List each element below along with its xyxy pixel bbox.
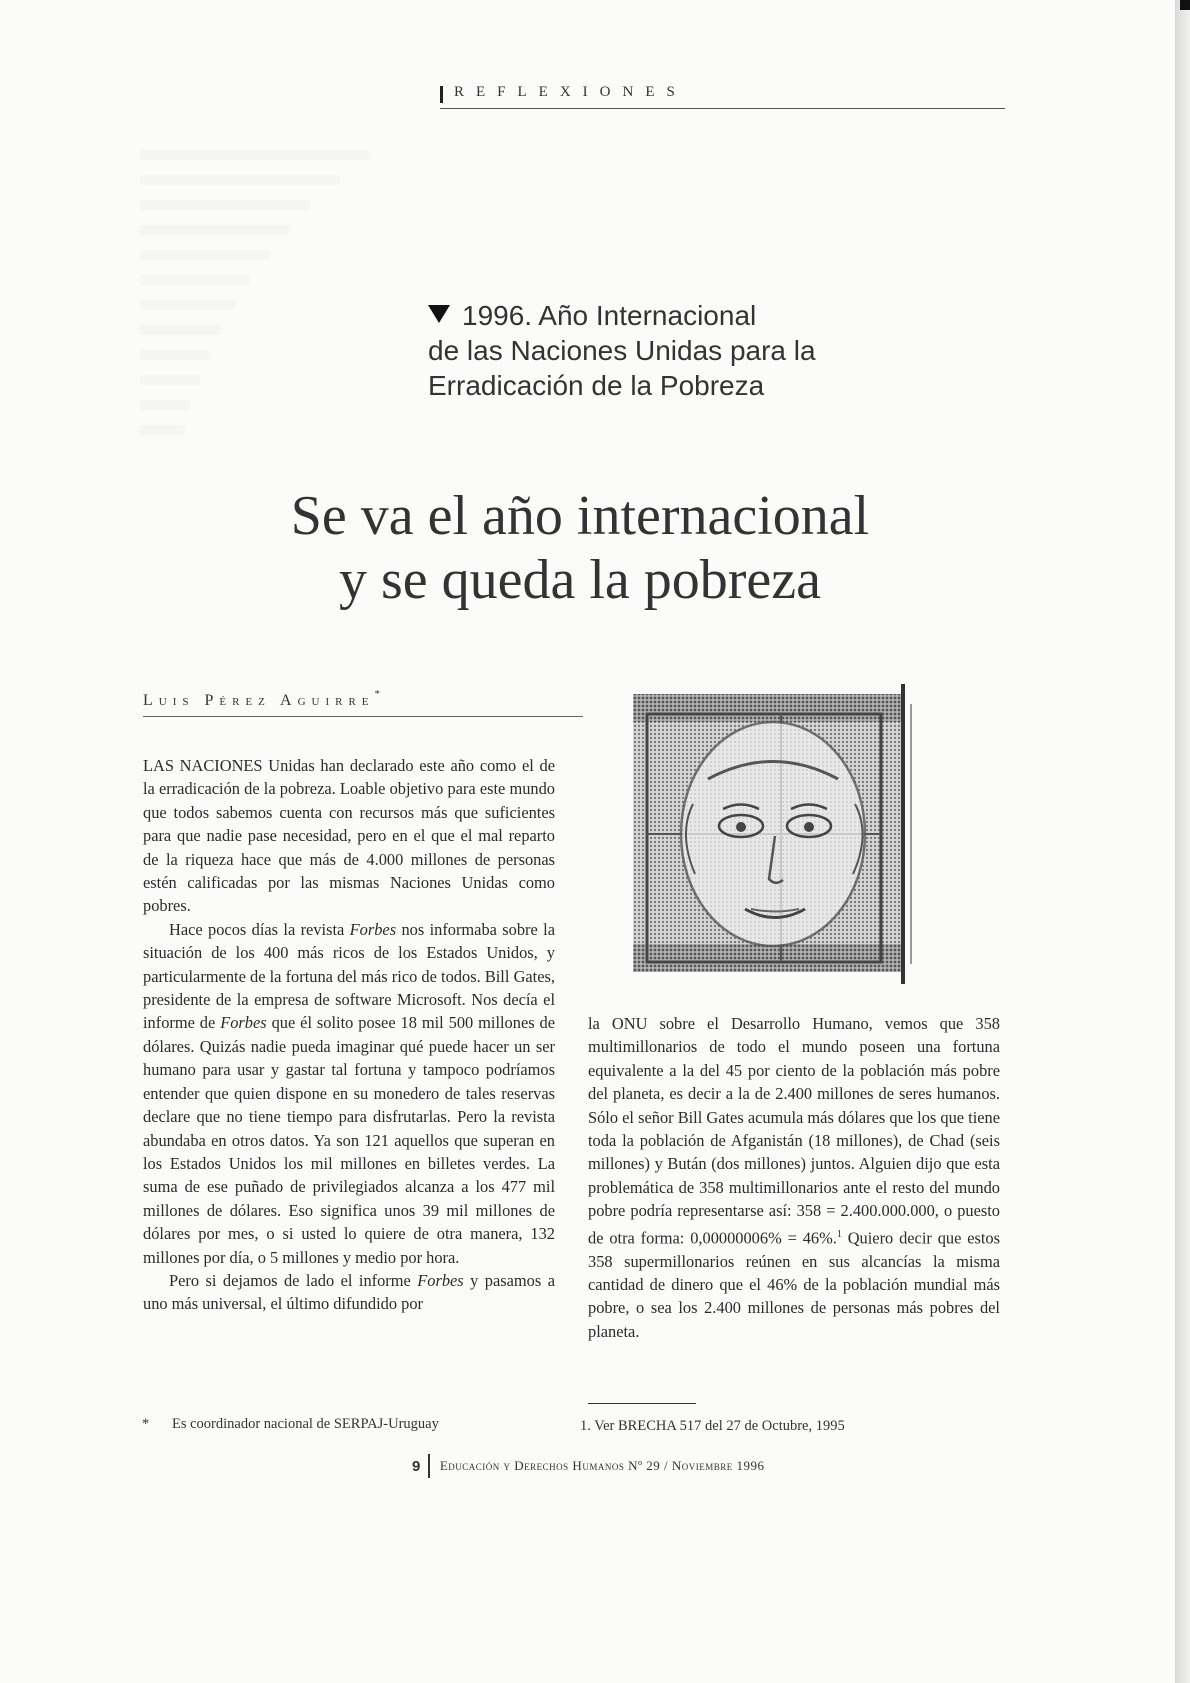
bleed-through-shadow [140, 175, 340, 185]
headline-line-2: y se queda la pobreza [339, 549, 821, 611]
paragraph-1: LAS NACIONES Unidas han declarado este año como el de la erradicación de la pobreza. Loable objetivo para este mundo que todos sabemos cuenta con recursos más que suficientes para que nadie pase necesidad, pero en el que el mal reparto de la riqueza hace que más de 4.000 millones de personas estén calificadas por las mismas Naciones Unidas como pobres. [143, 756, 555, 916]
kicker-line-1: 1996. Año Internacional [462, 300, 757, 331]
bleed-through-shadow [140, 350, 210, 360]
bleed-through-shadow [140, 325, 220, 335]
halftone-face-illustration [633, 684, 923, 984]
footnote-rule [588, 1403, 696, 1404]
triangle-bullet-icon [428, 305, 450, 323]
author-footnote-text: Es coordinador nacional de SERPAJ-Uruguay [172, 1416, 439, 1432]
text-run: nos informaba sobre la situación de los 400 más ricos de los Estados Unidos, y particularmente de la fortuna del más rico de todos. Bill Gates, presidente de la empresa de software Microsoft. Nos decía el informe de [143, 919, 555, 1033]
text-run: Pero si dejamos de lado el informe [169, 1270, 418, 1290]
source-footnote: 1. Ver BRECHA 517 del 27 de Octubre, 1995 [580, 1418, 845, 1434]
bleed-through-shadow [140, 300, 235, 310]
text-run: que él solito posee 18 mil 500 millones de dólares. Quizás nadie pueda imaginar qué puede hacer un ser humano para usar y gastar tal fortuna y tampoco podríamos entender que quien dispone en su monedero de tales reservas declare que no tiene tiempo para disfrutarlas. Pero la revista abundaba en otros datos. Ya son 121 aquellos que superan en los Estados Unidos los mil millones en billetes verdes. La suma de ese puñado de privilegiados alcanza a los 477 mil millones de dólares. Eso significa unos 39 mil millones de dólares por mes, o si usted lo quiere de otra manera, 132 millones por día, o 5 millones y medio por hora. [143, 1013, 555, 1267]
text-run: y pasamos a uno más universal, el último difundido por [143, 1270, 555, 1314]
paragraph-4 [588, 1012, 1000, 1343]
bleed-through-shadow [140, 375, 200, 385]
section-title: REFLEXIONES [454, 84, 687, 100]
bleed-through-shadow [140, 150, 370, 160]
section-header-bar [440, 86, 443, 103]
bleed-through-shadow [140, 200, 310, 210]
text-run: Hace pocos días la revista [169, 919, 350, 939]
magazine-name: Forbes [417, 1270, 464, 1290]
kicker [428, 298, 928, 403]
kicker-line-2: de las Naciones Unidas para la [428, 335, 816, 366]
bleed-through-shadow [140, 250, 270, 260]
bleed-through-shadow [140, 400, 190, 410]
text-run: la ONU sobre el Desarrollo Humano, vemos que 358 multimillonarios de todo el mundo poseen una fortuna equivalente a la del 45 por ciento de la población más pobre del planeta, es decir a la de 2.400 millones de seres humanos. Sólo el señor Bill Gates acumula más dólares que los que tiene toda la población de Afganistán (18 millones), de Chad (seis millones) y Bután (dos millones) juntos. Alguien dijo que esta problemática de 358 multimillonarios ante el resto del mundo pobre podría representarse así: 358 = 2.400.000.000, o puesto de otra forma: 0,00000006% = 46%. [588, 1014, 1000, 1248]
publication-info: Educación y Derechos Humanos Nº 29 / Noviembre 1996 [439, 1458, 765, 1473]
scan-corner [1180, 0, 1190, 10]
bleed-through-shadow [140, 275, 250, 285]
headline-line-1: Se va el año internacional [290, 485, 870, 547]
paragraph-3 [143, 1269, 555, 1316]
scan-edge [1175, 0, 1190, 1683]
byline [143, 688, 583, 717]
footer-separator [428, 1454, 430, 1478]
text-run: Quiero decir que estos 358 supermillonarios reúnen en sus alcancías la misma cantidad de dinero que el 46% de la población mundial más pobre, o sea los 2.400 millones de personas más pobres del planeta. [588, 1228, 1001, 1341]
bleed-through-shadow [140, 425, 185, 435]
column-right [588, 1012, 1000, 1343]
page-number: 9 [412, 1457, 421, 1475]
paragraph-2 [143, 918, 555, 1269]
footnote-reference: 1 [836, 1228, 842, 1240]
author-footnote-symbol: * [142, 1416, 150, 1432]
section-header [440, 82, 1005, 109]
author-footnote [142, 1416, 439, 1433]
article-headline [200, 484, 960, 612]
bleed-through-shadow [140, 225, 290, 235]
author-footnote-mark: * [374, 688, 381, 700]
column-left [143, 754, 555, 1316]
page-footer [412, 1454, 765, 1480]
kicker-line-3: Erradicación de la Pobreza [428, 370, 765, 401]
author-name: Luis Pérez Aguirre [143, 692, 375, 709]
magazine-name: Forbes [220, 1013, 267, 1033]
magazine-name: Forbes [349, 919, 397, 939]
